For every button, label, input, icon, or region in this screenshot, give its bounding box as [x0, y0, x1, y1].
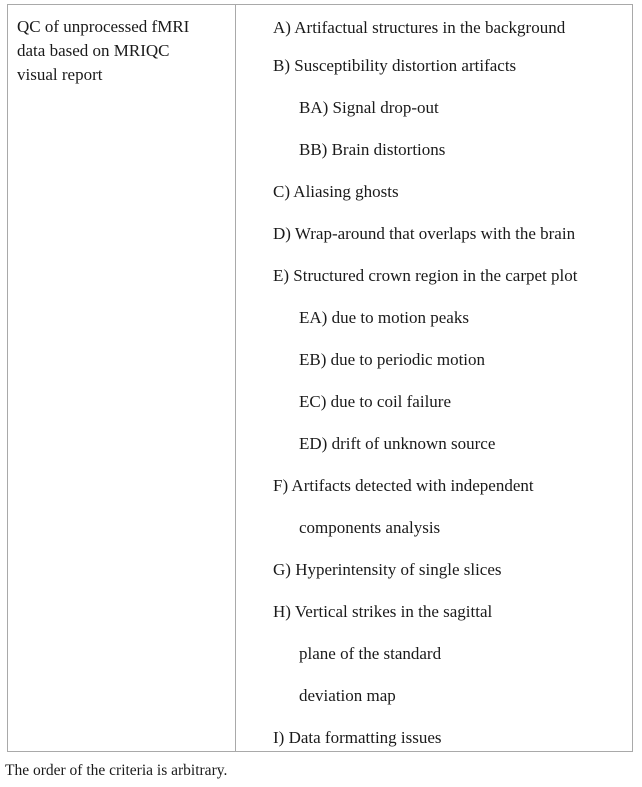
- criterion-f-continued: components analysis: [299, 518, 441, 537]
- criterion-f: F) Artifacts detected with independent: [273, 476, 534, 495]
- criterion-ed: ED) drift of unknown source: [299, 434, 496, 453]
- category-line-3: visual report: [17, 65, 103, 84]
- criteria-table: [7, 4, 633, 752]
- category-cell: [17, 15, 227, 87]
- criterion-a: A) Artifactual structures in the background: [273, 18, 566, 37]
- criterion-g: G) Hyperintensity of single slices: [273, 560, 502, 579]
- category-line-2: data based on MRIQC: [17, 41, 170, 60]
- criterion-h-continued-2: deviation map: [299, 686, 396, 705]
- criterion-ec: EC) due to coil failure: [299, 392, 452, 411]
- criterion-bb: BB) Brain distortions: [299, 140, 446, 159]
- criterion-h-continued-1: plane of the standard: [299, 644, 442, 663]
- criterion-h: H) Vertical strikes in the sagittal: [273, 602, 493, 621]
- criterion-c: C) Aliasing ghosts: [273, 182, 399, 201]
- criterion-ea: EA) due to motion peaks: [299, 308, 469, 327]
- criterion-ba: BA) Signal drop-out: [299, 98, 439, 117]
- criterion-eb: EB) due to periodic motion: [299, 350, 486, 369]
- category-line-1: QC of unprocessed fMRI: [17, 17, 190, 36]
- criterion-e: E) Structured crown region in the carpet plot: [273, 266, 578, 285]
- criterion-b: B) Susceptibility distortion artifacts: [273, 56, 517, 75]
- table-footnote: The order of the criteria is arbitrary.: [5, 762, 228, 779]
- criterion-d: D) Wrap-around that overlaps with the brain: [273, 224, 576, 243]
- column-divider: [235, 5, 236, 751]
- criterion-i: I) Data formatting issues: [273, 728, 442, 747]
